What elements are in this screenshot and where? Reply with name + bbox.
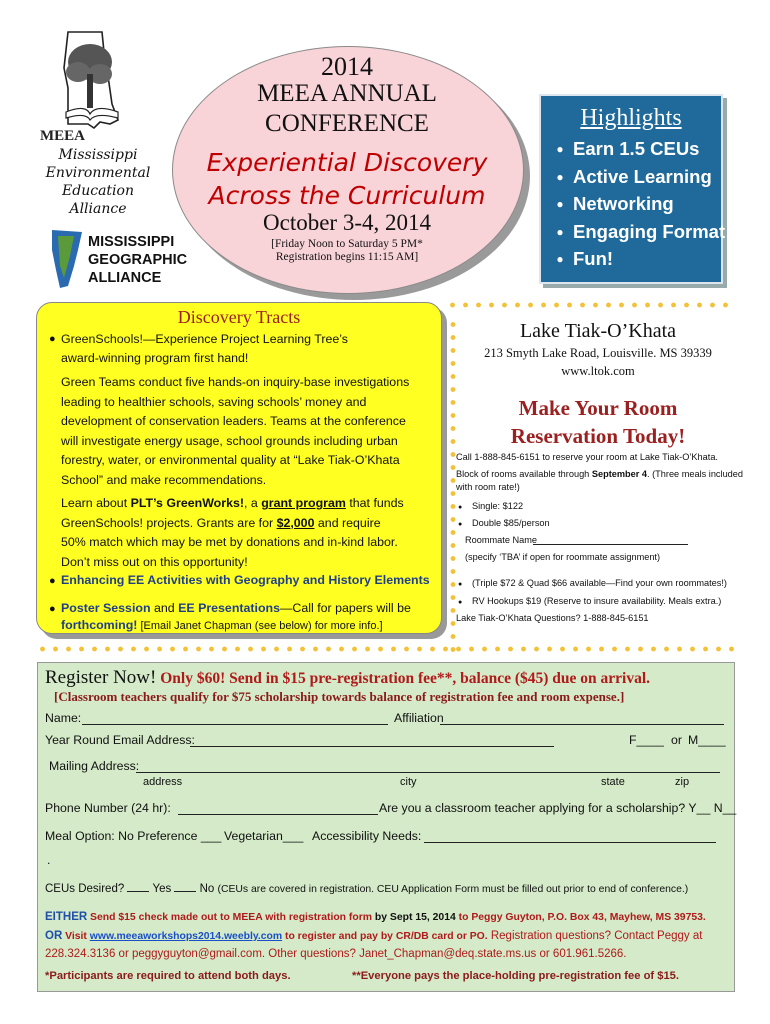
roommate-note: (specify ‘TBA’ if open for roommate assignment) <box>465 552 661 562</box>
email-field[interactable] <box>190 746 554 747</box>
meea-name-line: Alliance <box>69 201 127 217</box>
highlight-item: ● Engaging Format <box>547 221 725 249</box>
greenworks-line: 50% match which may be met by donations and in-kind labor. <box>61 535 398 549</box>
tracts-title: Discovery Tracts <box>177 307 301 327</box>
meea-full-name <box>28 146 168 218</box>
conference-year: 2014 <box>321 52 373 81</box>
mga-name-line: MISSISSIPPI <box>88 234 175 250</box>
theme-line: Experiential Discovery <box>206 148 488 177</box>
tract-greenschools: GreenSchools!—Experience Project Learning Tree’s <box>61 332 348 346</box>
affiliation-field[interactable] <box>440 724 724 725</box>
phone-label: Phone Number (24 hr): <box>45 801 171 815</box>
scholarship-question[interactable]: Are you a classroom teacher applying for a scholarship? Y__ N__ <box>379 801 737 815</box>
bullet-icon: ● <box>556 197 564 211</box>
payment-option-online: OR Visit www.meeaworkshops2014.weebly.com to register and pay by CR/DB card or PO. Registration questions? Contact Peggy at <box>45 930 703 942</box>
conference-theme <box>172 146 522 212</box>
address-caption: address <box>143 776 183 788</box>
tract-poster-session-line2: forthcoming! [Email Janet Chapman (see below) for more info.] <box>61 618 383 632</box>
bullet-icon: ● <box>556 169 564 184</box>
highlight-item: ● Earn 1.5 CEUs <box>547 138 725 166</box>
preregistration-note: **Everyone pays the place-holding pre-registration fee of $15. <box>352 970 680 982</box>
ceu-no-field[interactable] <box>174 891 196 892</box>
highlight-item: ● Fun! <box>547 248 725 276</box>
greenworks-line: Don’t miss out on this opportunity! <box>61 554 248 569</box>
lake-name: Lake Tiak-O’Khata <box>519 320 677 342</box>
tract-geography: Enhancing EE Activities with Geography and History Elements <box>61 573 430 587</box>
reservation-block: Block of rooms available through September 4. (Three meals included <box>456 469 744 479</box>
meal-no-preference[interactable]: Meal Option: No Preference ___ <box>45 829 222 843</box>
gender-m-field[interactable]: M____ <box>688 733 726 747</box>
meea-name-line: Education <box>62 183 134 199</box>
reservation-title: Make Your Room <box>518 396 678 420</box>
payment-option-check: EITHER Send $15 check made out to MEEA with registration form by Sept 15, 2014 to Peggy Guyton, P.O. Box 43, Mayhew, MS 39753. <box>45 911 706 923</box>
lake-address: 213 Smyth Lake Road, Louisville. MS 39339 <box>484 346 712 360</box>
gender-f-field[interactable]: F____ <box>629 733 664 747</box>
gender-or: or <box>671 733 682 747</box>
lake-questions: Lake Tiak-O’Khata Questions? 1-888-845-6151 <box>456 613 649 623</box>
room-single: ● Single: $122 <box>458 500 523 514</box>
mga-name-line: GEOGRAPHIC <box>88 252 188 268</box>
tract-poster-session: Poster Session and EE Presentations—Call for papers will be <box>61 601 411 615</box>
mailing-address-field[interactable] <box>136 772 720 773</box>
discovery-tracts-box <box>36 302 442 634</box>
mailing-address-label: Mailing Address: <box>49 759 140 773</box>
name-label: Name: <box>45 711 82 725</box>
city-caption: city <box>400 776 417 788</box>
bullet-icon: ● <box>556 142 564 156</box>
conference-time: Registration begins 11:15 AM] <box>275 251 419 263</box>
meea-logo <box>38 28 138 144</box>
conference-title: MEEA ANNUAL <box>257 80 437 107</box>
meal-vegetarian[interactable]: Vegetarian___ <box>224 829 304 843</box>
rv-hookups: ● RV Hookups $19 (Reserve to insure availability. Meals extra.) <box>458 595 721 609</box>
accessibility-label: Accessibility Needs: <box>312 829 422 843</box>
stray-dot: . <box>47 853 51 867</box>
name-field[interactable] <box>82 724 388 725</box>
green-teams-line: School” and make recommendations. <box>61 472 267 487</box>
greenworks-line: GreenSchools! projects. Grants are for $2,000 and require <box>61 515 381 530</box>
meea-abbr: MEEA <box>40 128 85 144</box>
grant-program-link[interactable]: grant program <box>261 496 346 510</box>
ceu-yes-field[interactable] <box>127 891 149 892</box>
highlights-title: Highlights <box>580 105 682 131</box>
dotted-divider <box>36 646 736 652</box>
bullet-icon: ● <box>458 599 463 606</box>
room-double: ● Double $85/person <box>458 517 550 531</box>
green-teams-line: forestry, water, or environmental quality at “Lake Tiak-O’Khata <box>61 453 400 467</box>
reservation-title: Reservation Today! <box>510 424 686 448</box>
accessibility-field[interactable] <box>424 842 716 843</box>
conference-time: [Friday Noon to Saturday 5 PM* <box>271 238 423 250</box>
scholarship-note: [Classroom teachers qualify for $75 scholarship towards balance of registration fee and room expense.] <box>54 689 625 704</box>
lake-website-link[interactable]: www.ltok.com <box>561 364 635 378</box>
registration-form <box>37 662 735 992</box>
greenworks-line: Learn about PLT’s GreenWorks!, a grant program that funds <box>61 496 404 510</box>
mga-name-line: ALLIANCE <box>88 270 162 286</box>
conference-title: CONFERENCE <box>265 110 429 137</box>
theme-line: Across the Curriculum <box>208 181 486 210</box>
meea-name-line: Mississippi <box>58 147 138 163</box>
green-teams-line: leading to healthier schools, saving schools’ money and <box>61 394 367 409</box>
ceu-row: CEUs Desired? Yes No (CEUs are covered in registration. CEU Application Form must be filled out prior to end of conference.) <box>45 883 689 895</box>
highlights-list <box>547 138 725 276</box>
meea-name-line: Environmental <box>45 165 151 181</box>
highlight-item: ● Active Learning <box>547 166 725 194</box>
bullet-icon: ● <box>49 575 56 587</box>
green-teams-line: Green Teams conduct five hands-on inquiry-base investigations <box>61 375 410 389</box>
zip-caption: zip <box>675 776 690 788</box>
highlights-box <box>539 94 726 284</box>
bullet-icon: ● <box>458 521 463 528</box>
bullet-icon: ● <box>556 252 564 266</box>
roommate-name-label: Roommate Name <box>465 535 537 545</box>
dotted-divider <box>446 302 732 308</box>
green-teams-line: development of conservation leaders. Teams at the conference <box>61 414 406 428</box>
bullet-icon: ● <box>556 224 564 239</box>
email-label: Year Round Email Address: <box>45 733 195 747</box>
bullet-icon: ● <box>49 333 56 345</box>
tract-greenschools-line2: award-winning program first hand! <box>61 351 249 365</box>
room-triple-quad: ● (Triple $72 & Quad $66 available—Find your own roommates!) <box>458 577 727 591</box>
affiliation-label: Affiliation <box>394 711 444 725</box>
reservation-call: Call 1-888-845-6151 to reserve your room at Lake Tiak-O’Khata. <box>456 452 718 462</box>
register-title: Register Now! Only $60! Send in $15 pre-registration fee**, balance ($45) due on arrival. <box>45 667 651 688</box>
state-caption: state <box>601 776 625 788</box>
roommate-name-field[interactable] <box>533 544 688 545</box>
bullet-icon: ● <box>458 581 463 588</box>
reservation-block-line2: with room rate!) <box>456 482 520 492</box>
phone-field[interactable] <box>178 814 378 815</box>
contact-line: 228.324.3136 or peggyguyton@gmail.com. Other questions? Janet_Chapman@deq.state.ms.us or 601.961.5266. <box>45 948 627 960</box>
bullet-icon: ● <box>49 603 56 615</box>
bullet-icon: ● <box>458 504 463 511</box>
conference-date: October 3-4, 2014 <box>263 210 431 235</box>
registration-website-link[interactable]: www.meeaworkshops2014.weebly.com <box>89 931 283 942</box>
green-teams-line: will investigate energy usage, school grounds including urban <box>61 433 398 448</box>
attendance-note: *Participants are required to attend both days. <box>45 970 291 982</box>
highlight-item: ● Networking <box>547 193 725 221</box>
